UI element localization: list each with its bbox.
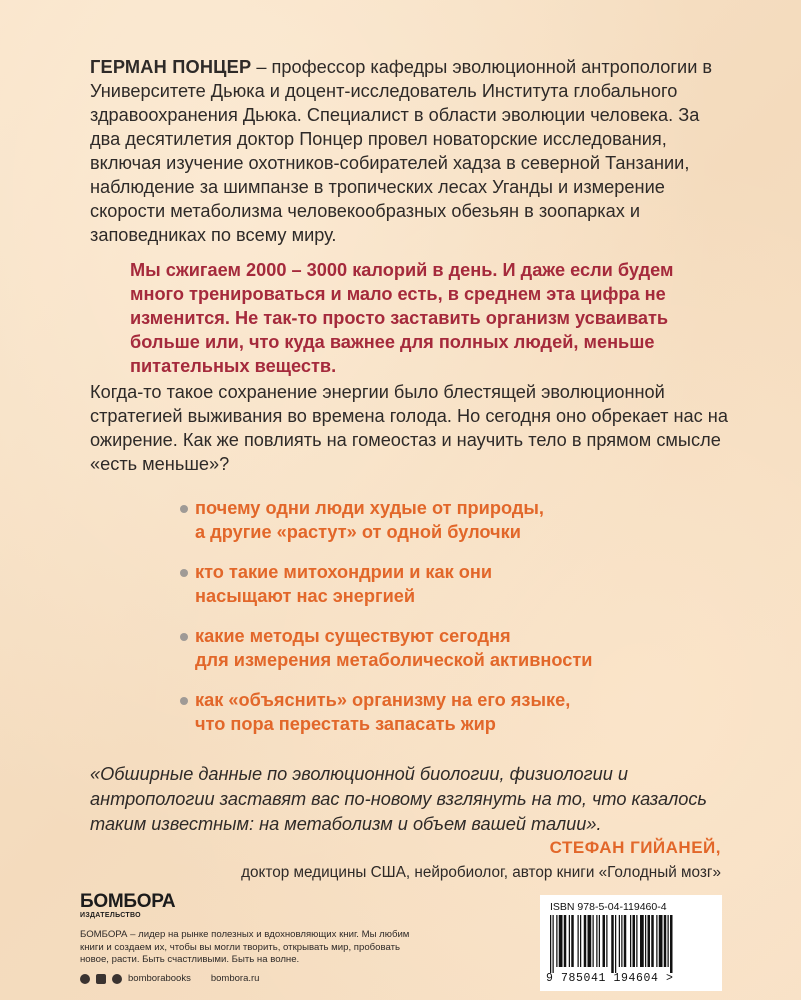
barcode-bar <box>659 915 663 967</box>
barcode-bar <box>571 915 574 967</box>
barcode-bar <box>599 915 600 967</box>
list-item-line: кто такие митохондрии и как они <box>195 562 493 582</box>
bullet-dot-icon <box>180 697 188 705</box>
list-item-line: как «объяснить» организму на его языке, <box>195 690 571 710</box>
barcode-bar <box>588 915 592 967</box>
bullet-dot-icon <box>180 505 188 513</box>
barcode-bar <box>584 915 587 967</box>
barcode-bar <box>564 915 567 967</box>
list-item <box>180 624 740 672</box>
barcode-bar <box>578 915 579 967</box>
barcode-bar <box>664 915 667 967</box>
barcode-bar <box>619 915 620 967</box>
bullet-dot-icon <box>180 569 188 577</box>
barcode-bar <box>633 915 636 967</box>
isbn-number: ISBN 978-5-04-119460-4 <box>550 901 667 913</box>
barcode-bar <box>556 915 557 967</box>
barcode-bar <box>651 915 654 967</box>
publisher-description: БОМБОРА – лидер на рынке полезных и вдохновляющих книг. Мы любим книги и создаем их, чтобы вы могли творить, открывать мир, пробовать новое, расти. Быть счастливыми. Быть на волне. <box>80 929 410 965</box>
publisher-brand: БОМБОРА <box>80 891 176 912</box>
barcode-bar <box>668 915 669 967</box>
list-item-line: почему одни люди худые от природы, <box>195 498 544 518</box>
barcode-bar <box>596 915 597 967</box>
pull-quote: Мы сжигаем 2000 – 3000 калорий в день. И даже если будем много тренироваться и мало есть, в среднем эта цифра не изменится. Не так-то просто заставить организм усваивать больше или, что куда важнее для полных людей, меньше питательных веществ. <box>130 260 674 376</box>
review-author-title: доктор медицины США, нейробиолог, автор книги «Голодный мозг» <box>241 864 721 881</box>
barcode-bar <box>559 915 563 967</box>
barcode-bar <box>630 915 631 967</box>
instagram-icon <box>96 974 106 984</box>
bullet-dot-icon <box>180 633 188 641</box>
barcode-bar <box>645 915 646 967</box>
list-item-line: а другие «растут» от одной булочки <box>195 522 521 542</box>
barcode-bar <box>550 915 551 973</box>
publisher-logo <box>80 893 175 919</box>
telegram-icon <box>112 974 122 984</box>
publisher-sub: ИЗДАТЕЛЬСТВО <box>80 912 141 919</box>
barcode-bar <box>640 915 644 967</box>
barcode-bar <box>615 915 616 973</box>
barcode-icon <box>548 915 714 973</box>
barcode-bar <box>593 915 594 967</box>
website-link[interactable]: bombora.ru <box>210 973 260 984</box>
barcode-bar <box>569 915 570 967</box>
barcode-bar <box>580 915 581 967</box>
review-quote: «Обширные данные по эволюционной биологии, физиологии и антропологии заставят вас по-новому взглянуть на то, что казалось таким известным: на метаболизм и объем вашей талии». <box>90 764 707 834</box>
author-bio-text: – профессор кафедры эволюционной антропологии в Университете Дьюка и доцент-исследователь Института глобального здравоохранения Дьюка. Специалист в области эволюции человека. За два десятилетия доктор Понцер провел новаторские исследования, включая изучение охотников-собирателей хадза в северной Танзании, наблюдение за шимпанзе в тропических лесах Уганды и измерение скорости метаболизма человекообразных обезьян в зоопарках и заповедниках по всему миру. <box>90 57 713 245</box>
barcode-bar <box>611 915 614 973</box>
list-item-line: какие методы существуют сегодня <box>195 626 511 646</box>
list-item <box>180 496 740 544</box>
barcode-bar <box>636 915 637 967</box>
list-item <box>180 560 740 608</box>
barcode-bar <box>624 915 627 967</box>
author-name: ГЕРМАН ПОНЦЕР <box>90 57 252 77</box>
list-item-line: для измерения метаболической активности <box>195 650 593 670</box>
vk-icon <box>80 974 90 984</box>
social-handle[interactable]: bomborabooks <box>128 973 191 984</box>
publisher-social <box>80 973 259 984</box>
isbn-barcode <box>540 895 722 991</box>
barcode-bar <box>670 915 673 973</box>
barcode-bar <box>553 915 554 973</box>
list-item <box>180 688 740 736</box>
barcode-bar <box>606 915 607 967</box>
feature-list <box>180 496 740 752</box>
list-item-line: насыщают нас энергией <box>195 586 416 606</box>
barcode-bar <box>648 915 651 967</box>
barcode-bar <box>603 915 606 967</box>
intro-paragraph: Когда-то такое сохранение энергии было блестящей эволюционной стратегией выживания во времена голода. Но сегодня оно обрекает нас на ожирение. Как же повлиять на гомеостаз и научить тело в прямом смысле «есть меньше»? <box>90 382 728 474</box>
review-author: СТЕФАН ГИЙАНЕЙ, <box>549 838 721 857</box>
author-bio <box>90 55 730 247</box>
barcode-digits: 9 785041 194604 > <box>546 972 674 985</box>
barcode-bar <box>621 915 622 967</box>
list-item-line: что пора перестать запасать жир <box>195 714 496 734</box>
barcode-bar <box>656 915 657 967</box>
